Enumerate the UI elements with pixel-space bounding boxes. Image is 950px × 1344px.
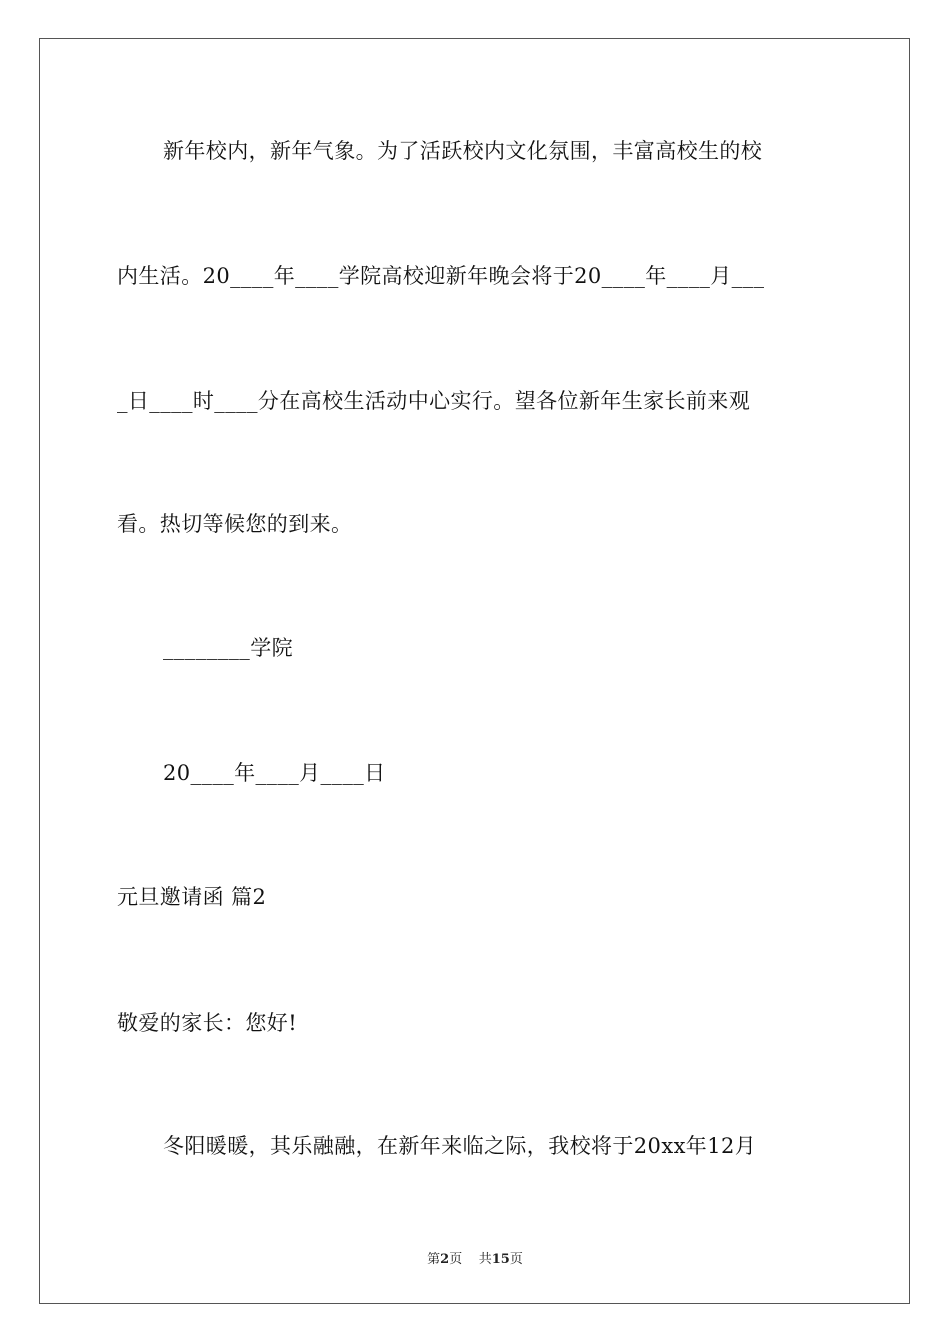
page-number: 2 bbox=[440, 1252, 450, 1267]
paragraph-line-4: 看。热切等候您的到来。 bbox=[117, 512, 353, 536]
total-pages: 15 bbox=[491, 1252, 510, 1267]
total-suffix: 页 bbox=[509, 1252, 523, 1267]
signature-date: 20____年____月____日 bbox=[163, 761, 386, 785]
paragraph-line-5: 冬阳暖暖，其乐融融，在新年来临之际，我校将于20xx年12月 bbox=[163, 1134, 757, 1158]
paragraph-line-1: 新年校内，新年气象。为了活跃校内文化氛围，丰富高校生的校 bbox=[163, 139, 763, 163]
paragraph-line-3: _日____时____分在高校生活动中心实行。望各位新年生家长前来观 bbox=[117, 389, 751, 413]
section-heading: 元旦邀请函 篇2 bbox=[117, 885, 267, 909]
page-footer bbox=[0, 1248, 950, 1267]
total-prefix: 共 bbox=[478, 1252, 492, 1267]
page-border bbox=[39, 38, 910, 1304]
paragraph-line-2: 内生活。20____年____学院高校迎新年晚会将于20____年____月___ bbox=[117, 264, 765, 288]
greeting: 敬爱的家长：您好! bbox=[117, 1011, 298, 1035]
signature-college: ________学院 bbox=[163, 636, 293, 660]
page-suffix: 页 bbox=[449, 1252, 463, 1267]
page-prefix: 第 bbox=[427, 1252, 441, 1267]
